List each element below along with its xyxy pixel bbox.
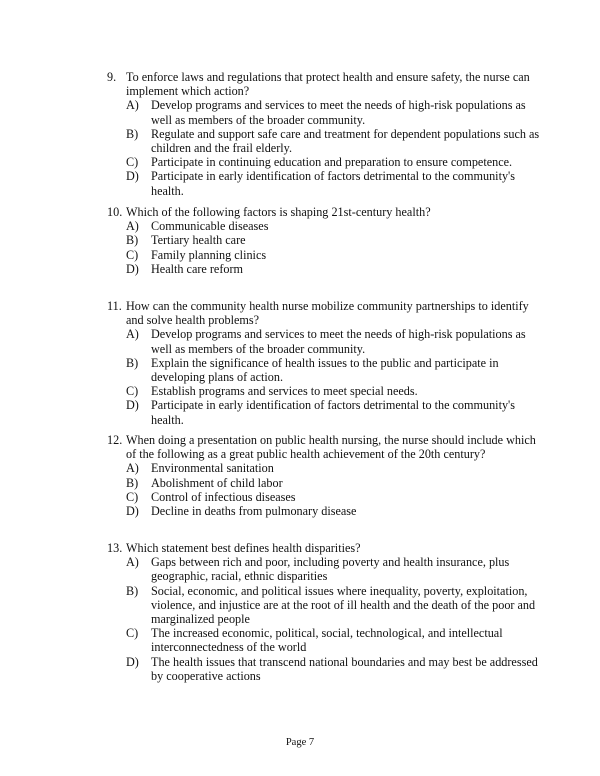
option-text: Control of infectious diseases [151,489,296,504]
question-number: 12. [107,433,123,447]
option-letter: D) [126,654,139,669]
option-letter: B) [126,583,139,598]
answer-option-c [107,384,547,398]
answer-option-d [107,398,547,426]
option-text: Family planning clinics [151,247,267,262]
option-letter: B) [126,126,139,141]
option-text: The increased economic, political, social, technological, and intellectual interconnectedness of the world [151,626,503,655]
question-text: When doing a presentation on public health nursing, the nurse should include which of the following as a great public health achievement of the 20th century? [126,433,536,462]
option-text: Decline in deaths from pulmonary disease [151,504,357,519]
option-text: Abolishment of child labor [151,475,283,490]
answer-option-a [107,461,547,475]
option-letter: A) [126,555,139,570]
answer-option-d [107,169,547,197]
option-text: Participate in early identification of factors detrimental to the community's health. [151,169,515,198]
answer-option-c [107,248,547,262]
question-number: 13. [107,541,123,555]
question-11 [107,299,547,427]
question-text: Which statement best defines health disparities? [126,541,361,555]
option-letter: B) [126,355,139,370]
option-letter: B) [126,233,139,248]
answer-option-b [107,476,547,490]
option-text: Communicable diseases [151,219,269,234]
answer-option-a [107,98,547,126]
option-text: Gaps between rich and poor, including poverty and health insurance, plus geographic, racial, ethnic disparities [151,555,510,584]
question-number: 10. [107,205,123,219]
answer-option-a [107,555,547,583]
option-text: Establish programs and services to meet special needs. [151,384,418,399]
answer-option-b [107,356,547,384]
question-text: How can the community health nurse mobilize community partnerships to identify and solve health problems? [126,299,529,328]
option-letter: A) [126,98,139,113]
question-number: 11. [107,299,122,313]
answer-option-b [107,584,547,627]
option-text: Participate in early identification of factors detrimental to the community's health. [151,398,515,427]
question-13 [107,541,547,683]
answer-option-d [107,262,547,276]
option-letter: C) [126,384,139,399]
question-stem [107,70,547,98]
question-stem [107,205,547,219]
answer-option-b [107,233,547,247]
option-letter: C) [126,247,139,262]
option-letter: B) [126,475,139,490]
question-12 [107,433,547,518]
question-stem [107,433,547,461]
question-stem [107,299,547,327]
option-text: Environmental sanitation [151,461,274,476]
option-text: Social, economic, and political issues where inequality, poverty, exploitation, violence, and injustice are at the root of ill health and the death of the poor and marginalized people [151,583,536,627]
question-stem [107,541,547,555]
option-letter: A) [126,219,139,234]
option-text: Explain the significance of health issues to the public and participate in developing plans of action. [151,355,499,385]
question-10 [107,205,547,276]
option-letter: D) [126,169,139,184]
option-letter: A) [126,327,139,342]
option-text: Tertiary health care [151,233,246,248]
question-text: Which of the following factors is shaping 21st-century health? [126,205,431,219]
option-letter: D) [126,398,139,413]
answer-option-c [107,155,547,169]
option-letter: C) [126,155,139,170]
option-text: Participate in continuing education and preparation to ensure competence. [151,155,513,170]
question-text: To enforce laws and regulations that protect health and ensure safety, the nurse can implement which action? [126,70,530,99]
option-text: Regulate and support safe care and treatment for dependent populations such as children and the frail elderly. [151,126,540,156]
option-text: The health issues that transcend national boundaries and may best be addressed by cooperative actions [151,654,538,683]
answer-option-c [107,626,547,654]
answer-option-a [107,327,547,355]
option-text: Develop programs and services to meet the needs of high-risk populations as well as members of the broader community. [151,327,526,356]
page-number: Page 7 [285,737,315,748]
question-number: 9. [107,70,117,84]
option-letter: C) [126,626,139,641]
option-text: Health care reform [151,261,244,276]
option-letter: D) [126,504,139,519]
answer-option-d [107,655,547,683]
option-letter: C) [126,489,139,504]
answer-option-b [107,127,547,155]
option-text: Develop programs and services to meet the needs of high-risk populations as well as members of the broader community. [151,98,526,127]
option-letter: D) [126,261,139,276]
option-letter: A) [126,461,139,476]
answer-option-c [107,490,547,504]
answer-option-d [107,504,547,518]
question-9 [107,70,547,198]
answer-option-a [107,219,547,233]
